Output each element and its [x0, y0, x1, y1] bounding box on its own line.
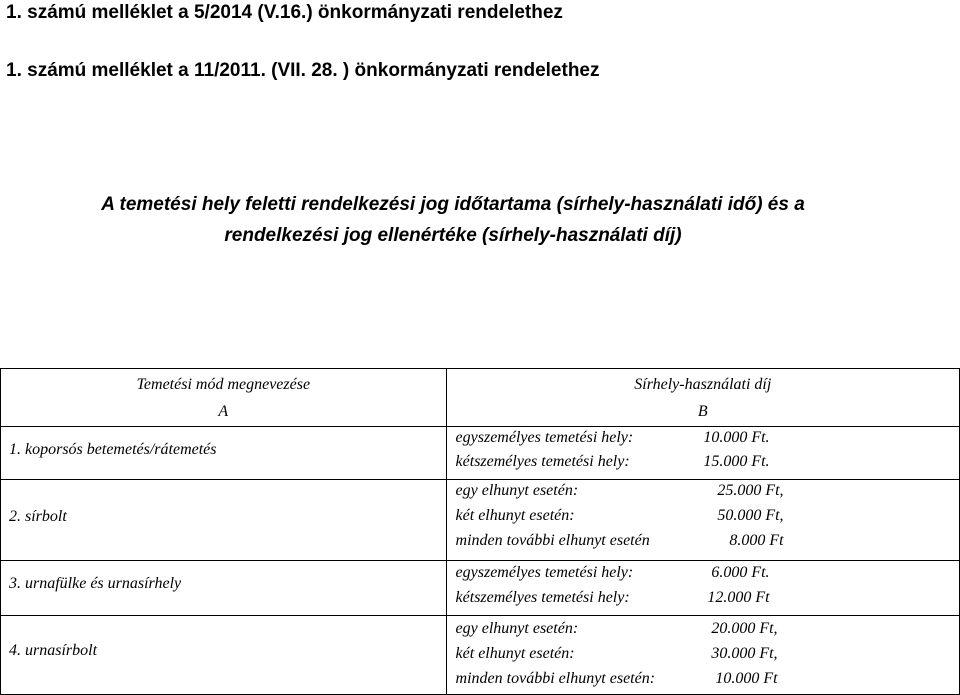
price-label: egy elhunyt esetén:: [455, 620, 579, 637]
col-a-header-cell: [1, 369, 447, 427]
fee-table: [0, 368, 960, 695]
price-amount: 10.000 Ft.: [703, 429, 770, 446]
row-label: 3. urnafülke és urnasírhely: [9, 575, 182, 592]
row-label-cell: [1, 561, 447, 616]
price-amount: 8.000 Ft: [729, 532, 784, 549]
row-price-cell: [446, 561, 959, 616]
table-header-row: [1, 369, 960, 427]
price-label: kétszemélyes temetési hely:: [455, 453, 630, 470]
table-row: [1, 427, 960, 480]
annex-header-line-1: 1. számú melléklet a 5/2014 (V.16.) önkormányzati rendelethez: [6, 2, 563, 23]
document-title-line-2: rendelkezési jog ellenértéke (sírhely-használati díj): [224, 225, 682, 246]
row-label: 1. koporsós betemetés/rátemetés: [9, 441, 217, 458]
price-label: minden további elhunyt esetén: [455, 532, 650, 549]
row-label-cell: [1, 480, 447, 561]
col-b-header: Sírhely-használati díj: [634, 376, 772, 393]
col-b-header-cell: [446, 369, 959, 427]
price-label: két elhunyt esetén:: [455, 507, 575, 524]
row-price-cell: [446, 427, 959, 480]
table-row: [1, 480, 960, 561]
price-amount: 15.000 Ft.: [703, 453, 770, 470]
row-label-cell: [1, 616, 447, 695]
price-label: egyszemélyes temetési hely:: [455, 564, 634, 581]
price-amount: 50.000 Ft,: [717, 507, 784, 524]
row-label: 2. sírbolt: [9, 508, 67, 525]
table-row: [1, 616, 960, 695]
document-title-line-1: A temetési hely feletti rendelkezési jog időtartama (sírhely-használati idő) és a: [101, 194, 805, 215]
row-price-cell: [446, 616, 959, 695]
price-label: minden további elhunyt esetén:: [455, 670, 656, 687]
price-amount: 10.000 Ft: [715, 670, 778, 687]
col-a-header: Temetési mód megnevezése: [136, 376, 311, 393]
price-amount: 30.000 Ft,: [711, 645, 778, 662]
col-a-letter: A: [218, 403, 229, 420]
row-label-cell: [1, 427, 447, 480]
price-amount: 6.000 Ft.: [711, 564, 770, 581]
price-label: egyszemélyes temetési hely:: [455, 429, 634, 446]
price-label: egy elhunyt esetén:: [455, 482, 579, 499]
price-label: kétszemélyes temetési hely:: [455, 589, 630, 606]
row-price-cell: [446, 480, 959, 561]
table-row: [1, 561, 960, 616]
row-label: 4. urnasírbolt: [9, 642, 98, 659]
price-amount: 20.000 Ft,: [711, 620, 778, 637]
price-label: két elhunyt esetén:: [455, 645, 575, 662]
annex-header-line-2: 1. számú melléklet a 11/2011. (VII. 28. ) önkormányzati rendelethez: [6, 60, 600, 81]
col-b-letter: B: [697, 403, 708, 420]
price-amount: 12.000 Ft: [707, 589, 770, 606]
price-amount: 25.000 Ft,: [717, 482, 784, 499]
